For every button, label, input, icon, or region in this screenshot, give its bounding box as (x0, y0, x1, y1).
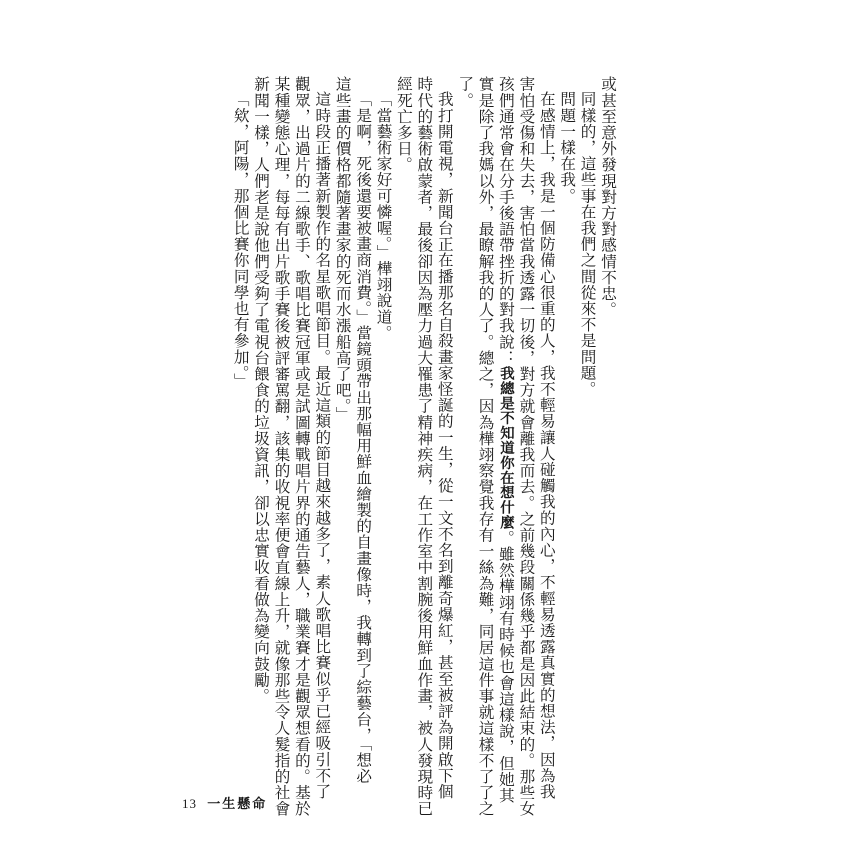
text-column: 「欸，阿陽，那個比賽你同學也有參加。」 (231, 91, 250, 390)
text-column: 實是除了我媽以外，最瞭解我的人了。總之，因為樺翊察覺我存有一絲為難，同居這件事就這樣不了了之 (476, 76, 495, 817)
text-column: 這些畫的價格都隨著畫家的死而水漲船高了吧。」 (333, 76, 352, 423)
text-column: 觀眾，出過片的二線歌手、歌唱比賽冠軍或是試圖轉戰唱片界的通告藝人，職業賽才是觀眾想看的。基於 (292, 76, 311, 817)
text-column: 新聞一樣，人們老是說他們受夠了電視台餵食的垃圾資訊，卻以忠實收看做為變向鼓勵。 (252, 76, 271, 704)
page-footer (182, 793, 267, 812)
text-column: 「當藝術家好可憐喔。」樺翊說道。 (374, 91, 393, 341)
text-column: 問題一樣在我。 (558, 91, 577, 204)
text-run: 孩們通常會在分手後語帶挫折的對我說： (496, 76, 515, 366)
text-column: 這時段正播著新製作的名星歌唱節目。最近這類的節目越來越多了，素人歌唱比賽似乎已經吸引不了 (313, 91, 332, 800)
text-column: 在感情上，我是一個防備心很重的人，我不輕易讓人碰觸我的內心，不輕易透露真實的想法，因為我 (537, 91, 556, 800)
book-title: 一生懸命 (207, 796, 268, 811)
text-column: 經死亡多日。 (394, 76, 413, 173)
text-column: 或甚至意外發現對方對感情不忠。 (599, 76, 617, 318)
text-column: 了。 (456, 76, 475, 109)
text-column: 時代的藝術啟蒙者，最後卻因為壓力過大罹患了精神疾病，在工作室中割腕後用鮮血作畫，被人發現時已 (415, 76, 434, 817)
page-number: 13 (182, 796, 197, 811)
text-column: 某種變態心理，每每有出片歌手賽後被評審罵翻，該集的收視率便會直線上升，就像那些令人髮指的社會 (272, 76, 291, 817)
text-column (496, 76, 516, 804)
text-column: 同樣的，這些事在我們之間從來不是問題。 (578, 91, 597, 397)
text-column: 「是啊，死後還要被畫商消費。」當鏡頭帶出那幅用鮮血繪製的自畫像時，我轉到了綜藝台，「想必 (354, 91, 373, 784)
text-column: 我打開電視，新聞台正在播那名自殺畫家怪誕的一生，從一文不名到離奇爆紅，甚至被評為開啟下個 (435, 91, 454, 800)
text-column: 害怕受傷和失去，害怕當我透露一切後，對方就會離我而去。之前幾段關係幾乎都是因此結束的。那些女 (517, 76, 536, 817)
emphasized-quote: 我總是不知道你在想什麼 (497, 365, 514, 530)
text-run: 。雖然樺翊有時候也會這樣說，但她其 (496, 529, 515, 804)
